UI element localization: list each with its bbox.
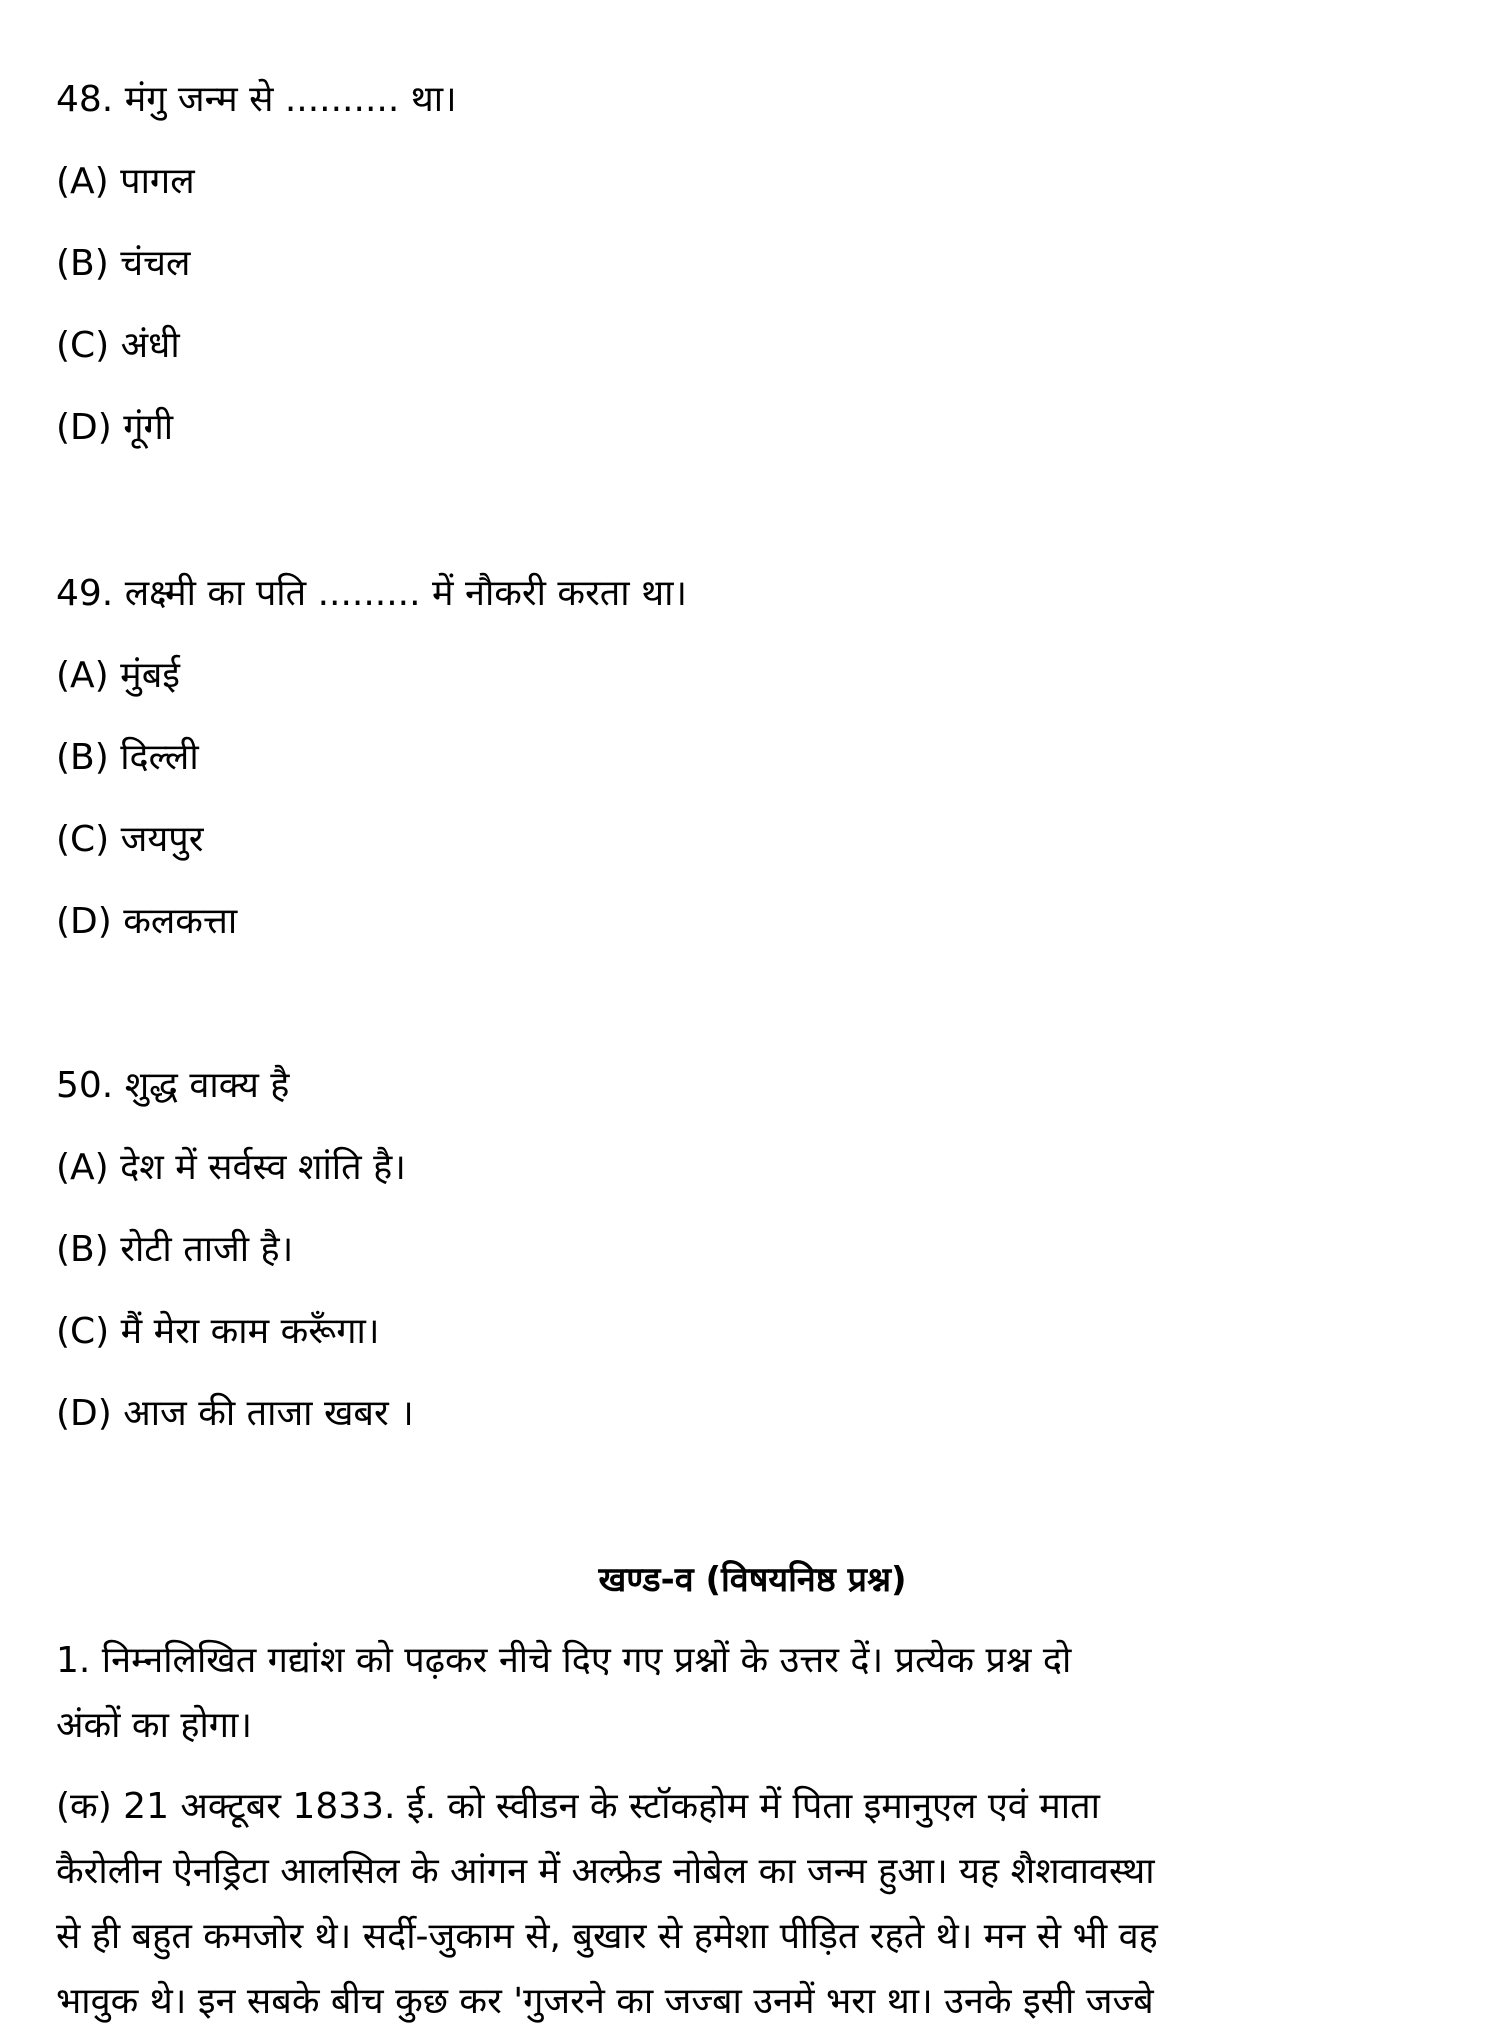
option-b: (B) चंचल — [56, 243, 191, 284]
option-c: (C) मैं मेरा काम करूँगा। — [56, 1311, 380, 1352]
option-c: (C) जयपुर — [56, 819, 204, 860]
instruction — [56, 1628, 1456, 1758]
instruction-line: अंकों का होगा। — [56, 1705, 253, 1746]
question-text: 50. शुद्ध वाक्य है — [56, 1065, 290, 1106]
option-a: (A) पागल — [56, 161, 195, 202]
option-a: (A) मुंबई — [56, 655, 180, 696]
option-a: (A) देश में सर्वस्व शांति है। — [56, 1147, 406, 1188]
passage-line: भावुक थे। इन सबके बीच कुछ कर 'गुजरने का जज्बा उनमें भरा था। उनके इसी जज्बे — [56, 1981, 1154, 2022]
question-text: 49. लक्ष्मी का पति ......... में नौकरी करता था। — [56, 573, 688, 614]
option-d: (D) आज की ताजा खबर । — [56, 1393, 414, 1434]
option-c: (C) अंधी — [56, 325, 180, 366]
instruction-line: 1. निम्नलिखित गद्यांश को पढ़कर नीचे दिए गए प्रश्नों के उत्तर दें। प्रत्येक प्रश्न दो — [56, 1640, 1072, 1681]
passage — [56, 1774, 1456, 2034]
section-heading: खण्ड-व (विषयनिष्ठ प्रश्न) — [598, 1560, 907, 1600]
option-b: (B) दिल्ली — [56, 737, 199, 778]
question-text: 48. मंगु जन्म से .......... था। — [56, 79, 457, 120]
passage-line: से ही बहुत कमजोर थे। सर्दी-जुकाम से, बुखार से हमेशा पीड़ित रहते थे। मन से भी वह — [56, 1916, 1158, 1957]
option-b: (B) रोटी ताजी है। — [56, 1229, 294, 1270]
option-d: (D) कलकत्ता — [56, 901, 238, 942]
passage-line: कैरोलीन ऐनड्रिटा आलसिल के आंगन में अल्फ्रेड नोबेल का जन्म हुआ। यह शैशवावस्था — [56, 1851, 1155, 1892]
passage-line: (क) 21 अक्टूबर 1833. ई. को स्वीडन के स्टॉकहोम में पिता इमानुएल एवं माता — [56, 1786, 1100, 1827]
option-d: (D) गूंगी — [56, 407, 174, 448]
